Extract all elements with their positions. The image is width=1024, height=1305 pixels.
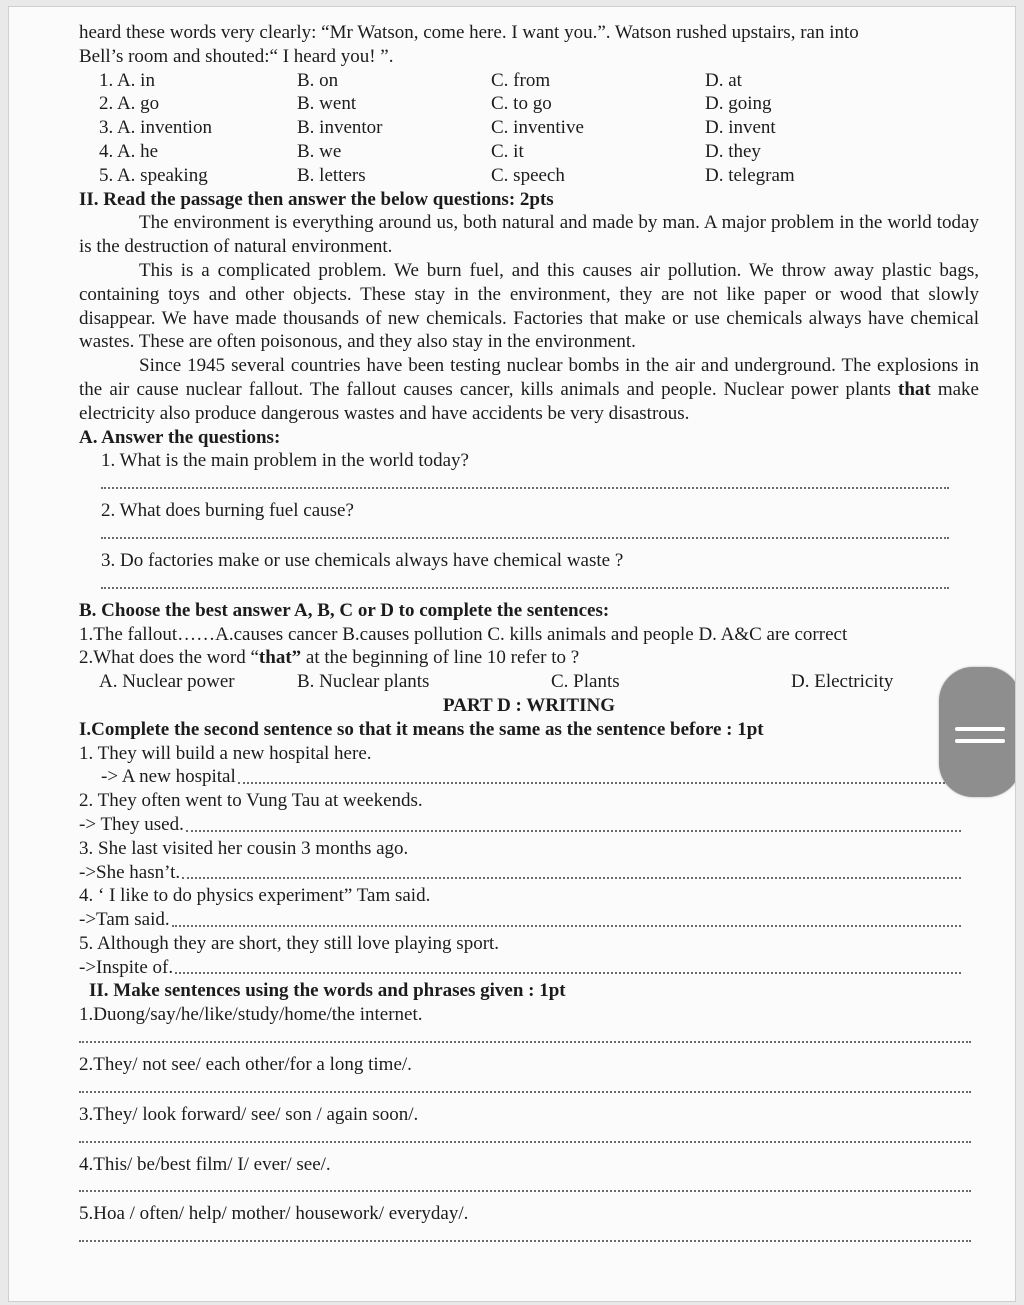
part-d-title: PART D : WRITING [443, 694, 615, 716]
intro-line-1: heard these words very clearly: “Mr Watson, come here. I want you.”. Watson rushed upstairs, ran into [79, 22, 859, 43]
option-d: D. they [705, 140, 761, 162]
writing-prompt-4[interactable] [79, 908, 979, 932]
reading-paragraph-1: The environment is everything around us, both natural and made by man. A major problem in the world today is the destruction of natural environment. [79, 212, 979, 258]
mc-questions [79, 69, 979, 188]
reading-paragraph-2: This is a complicated problem. We burn fuel, and this causes air pollution. We throw away plastic bags, containing toys and other objects. These stay in the environment, they are not like paper or wood that slowly disappear. We have made thousands of new chemicals. Factories that make or use chemicals always have chemical wastes. These are often poisonous, and they also stay in the environment. [79, 259, 979, 353]
option-b: B. inventor [297, 117, 383, 139]
option-b: B. went [297, 93, 357, 115]
worksheet-content [79, 21, 979, 1252]
worksheet-page [8, 6, 1016, 1302]
paragraph-3-text-start: Since 1945 several countries have been testing nuclear bombs in the air and underground. The explosions in the air cause nuclear fallout. The fallout causes cancer, kills animals and people. Nuclear power plants [79, 355, 979, 400]
option-a: 4. A. he [99, 140, 159, 162]
paragraph-3-bold-word: that [898, 378, 931, 400]
section-b-heading: B. Choose the best answer A, B, C or D to complete the sentences: [79, 599, 610, 621]
option-c: C. from [491, 69, 551, 91]
option-a: 5. A. speaking [99, 164, 208, 186]
option-a: 3. A. invention [99, 117, 212, 139]
option-b: B. letters [297, 164, 366, 186]
handle-grip-icon [955, 739, 1005, 743]
option-c: C. it [491, 140, 524, 162]
option-d: D. at [705, 69, 742, 91]
handle-grip-icon [955, 727, 1005, 731]
scroll-handle[interactable] [939, 667, 1016, 797]
question-2-text-start: 2.What does the word “ [79, 647, 259, 669]
option-c: C. Plants [551, 671, 620, 693]
make-sentence-3: 3.They/ look forward/ see/ son / again soon/. [79, 1103, 419, 1125]
answer-line[interactable] [79, 1176, 971, 1192]
prompt-text: ->Inspite of. [79, 956, 174, 978]
fill-line[interactable] [238, 782, 961, 784]
option-a: 2. A. go [99, 93, 160, 115]
section-a-heading: A. Answer the questions: [79, 426, 281, 448]
option-c: C. to go [491, 93, 552, 115]
answer-line[interactable] [101, 573, 949, 589]
mc-question-row [79, 164, 979, 188]
prompt-text: ->Tam said. [79, 909, 170, 931]
option-b: B. Nuclear plants [297, 671, 430, 693]
prompt-text: -> A new hospital [101, 766, 236, 788]
prompt-text: -> They used. [79, 813, 184, 835]
option-c: C. inventive [491, 117, 584, 139]
mc-question-row [79, 116, 979, 140]
make-sentence-4: 4.This/ be/best film/ I/ ever/ see/. [79, 1153, 331, 1175]
option-a: 1. A. in [99, 69, 155, 91]
make-sentence-5: 5.Hoa / often/ help/ mother/ housework/ everyday/. [79, 1203, 469, 1225]
writing-prompt-1[interactable] [79, 765, 979, 789]
writing-sentence-1: 1. They will build a new hospital here. [79, 742, 372, 764]
make-sentence-2: 2.They/ not see/ each other/for a long time/. [79, 1054, 412, 1076]
option-c: C. speech [491, 164, 565, 186]
writing-heading: I.Complete the second sentence so that it means the same as the sentence before : 1pt [79, 718, 764, 740]
section-a-question-1: 1. What is the main problem in the world today? [101, 450, 469, 472]
fill-line[interactable] [186, 830, 961, 832]
question-2-text-end: at the beginning of line 10 refer to ? [301, 647, 580, 669]
section-a-question-2: 2. What does burning fuel cause? [101, 500, 354, 522]
section-b-question-2-options [79, 670, 979, 694]
reading-heading: II. Read the passage then answer the below questions: 2pts [79, 188, 554, 210]
option-d: D. Electricity [791, 671, 894, 693]
answer-line[interactable] [79, 1127, 971, 1143]
option-b: B. we [297, 140, 342, 162]
option-b: B. on [297, 69, 339, 91]
section-b-question-1: 1.The fallout……A.causes cancer B.causes pollution C. kills animals and people D. A&C are correct [79, 623, 848, 645]
question-2-bold-word: that” [258, 647, 302, 669]
mc-question-row [79, 69, 979, 93]
writing-prompt-5[interactable] [79, 956, 979, 980]
option-d: D. invent [705, 117, 776, 139]
writing-prompt-2[interactable] [79, 813, 979, 837]
option-d: D. telegram [705, 164, 795, 186]
fill-line[interactable] [175, 972, 961, 974]
answer-line[interactable] [79, 1077, 971, 1093]
writing-sentence-5: 5. Although they are short, they still love playing sport. [79, 932, 500, 954]
answer-line[interactable] [79, 1226, 971, 1242]
mc-question-row [79, 92, 979, 116]
section-a-question-3: 3. Do factories make or use chemicals always have chemical waste ? [101, 549, 624, 571]
writing-sentence-3: 3. She last visited her cousin 3 months ago. [79, 837, 409, 859]
fill-line[interactable] [172, 925, 961, 927]
writing-sentence-4: 4. ‘ I like to do physics experiment” Tam said. [79, 885, 431, 907]
option-d: D. going [705, 93, 772, 115]
answer-line[interactable] [101, 523, 949, 539]
answer-line[interactable] [101, 473, 949, 489]
reading-paragraph-3 [79, 354, 979, 425]
fill-line[interactable] [182, 877, 961, 879]
prompt-text: ->She hasn’t. [79, 861, 181, 883]
intro-line-2: Bell’s room and shouted:“ I heard you! ”. [79, 45, 394, 67]
make-sentences-heading: II. Make sentences using the words and phrases given : 1pt [89, 980, 566, 1002]
paragraph-3-text-end: make electricity also produce dangerous wastes and have accidents be very disastrous. [79, 378, 979, 424]
writing-sentence-2: 2. They often went to Vung Tau at weekends. [79, 790, 423, 812]
make-sentence-1: 1.Duong/say/he/like/study/home/the internet. [79, 1004, 423, 1026]
mc-question-row [79, 140, 979, 164]
writing-prompt-3[interactable] [79, 861, 979, 885]
section-b-question-2 [79, 646, 979, 670]
answer-line[interactable] [79, 1027, 971, 1043]
option-a: A. Nuclear power [99, 671, 235, 693]
